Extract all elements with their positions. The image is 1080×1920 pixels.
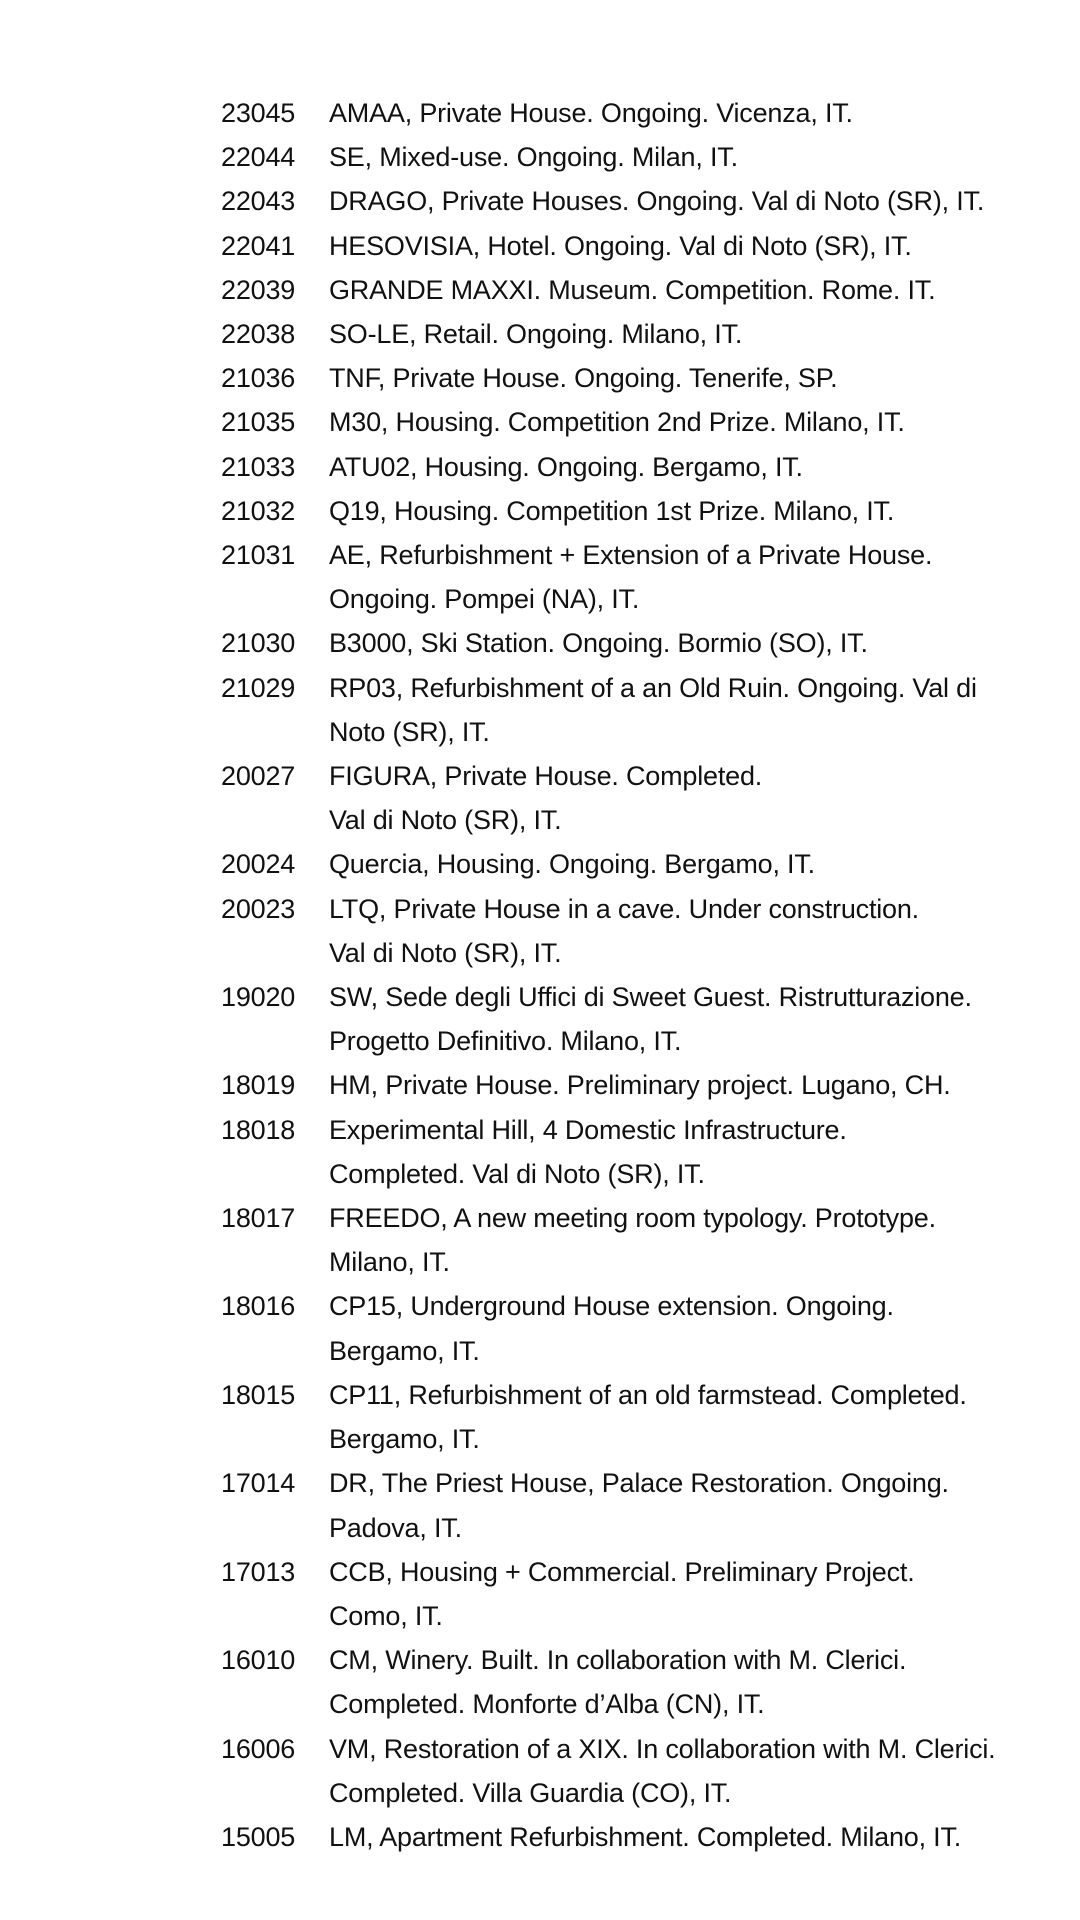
project-number: 20027 <box>221 761 296 792</box>
project-description-link[interactable]: FREEDO, A new meeting room typology. Prototype. Milano, IT. <box>329 1203 936 1278</box>
project-number: 16010 <box>221 1645 296 1676</box>
project-row <box>221 1461 1071 1549</box>
project-row <box>221 754 1071 842</box>
project-description-link[interactable]: SW, Sede degli Uffici di Sweet Guest. Ristrutturazione. Progetto Definitivo. Milano, IT. <box>329 982 972 1057</box>
project-description-link[interactable]: CP11, Refurbishment of an old farmstead. Completed. Bergamo, IT. <box>329 1379 967 1455</box>
project-description-link[interactable]: AMAA, Private House. Ongoing. Vicenza, IT. <box>329 98 853 128</box>
project-description-link[interactable]: DR, The Priest House, Palace Restoration. Ongoing. Padova, IT. <box>329 1468 949 1543</box>
project-number: 21029 <box>221 672 296 703</box>
project-row <box>221 224 1071 268</box>
project-description-link[interactable]: CP15, Underground House extension. Ongoing. Bergamo, IT. <box>329 1291 894 1366</box>
project-description-link[interactable]: DRAGO, Private Houses. Ongoing. Val di Noto (SR), IT. <box>329 186 985 217</box>
project-description-link[interactable]: HM, Private House. Preliminary project. Lugano, CH. <box>329 1070 951 1101</box>
project-row <box>221 400 1071 444</box>
project-number: 15005 <box>221 1821 296 1852</box>
project-number: 21033 <box>221 451 296 482</box>
project-row <box>221 1638 1071 1726</box>
project-number: 21035 <box>221 407 296 438</box>
project-row <box>221 666 1071 754</box>
project-number: 17013 <box>221 1556 296 1587</box>
project-row <box>221 1063 1071 1107</box>
project-row <box>221 1373 1071 1461</box>
project-number: 18019 <box>221 1070 296 1101</box>
project-description-link[interactable]: SE, Mixed-use. Ongoing. Milan, IT. <box>329 142 738 173</box>
project-description-link[interactable]: ATU02, Housing. Ongoing. Bergamo, IT. <box>329 451 803 482</box>
project-description-link[interactable]: AE, Refurbishment + Extension of a Private House. Ongoing. Pompei (NA), IT. <box>329 540 933 615</box>
project-number: 21030 <box>221 628 296 659</box>
project-description-link[interactable]: Experimental Hill, 4 Domestic Infrastructure. Completed. Val di Noto (SR), IT. <box>329 1114 847 1189</box>
project-description-link[interactable]: VM, Restoration of a XIX. In collaboration with M. Clerici. Completed. Villa Guardia (CO), IT. <box>329 1733 996 1808</box>
project-row <box>221 1284 1071 1372</box>
project-description-link[interactable]: B3000, Ski Station. Ongoing. Bormio (SO), IT. <box>329 628 868 659</box>
project-description-link[interactable]: HESOVISIA, Hotel. Ongoing. Val di Noto (SR), IT. <box>329 230 912 261</box>
project-number: 22041 <box>221 230 296 261</box>
project-number: 20023 <box>221 893 296 924</box>
project-number: 18015 <box>221 1379 296 1410</box>
project-row <box>221 445 1071 489</box>
project-description-link[interactable]: SO-LE, Retail. Ongoing. Milano, IT. <box>329 319 743 350</box>
project-description-link[interactable]: Quercia, Housing. Ongoing. Bergamo, IT. <box>329 849 815 880</box>
project-row <box>221 1196 1071 1284</box>
project-row <box>221 1550 1071 1638</box>
project-row <box>221 842 1071 886</box>
project-number: 22043 <box>221 186 296 217</box>
project-description-link[interactable]: Q19, Housing. Competition 1st Prize. Milano, IT. <box>329 495 895 526</box>
project-number: 21032 <box>221 495 296 526</box>
project-number: 16006 <box>221 1733 296 1764</box>
project-number: 21031 <box>221 540 296 571</box>
project-number: 19020 <box>221 982 296 1013</box>
project-number: 18018 <box>221 1114 296 1145</box>
project-number: 18017 <box>221 1203 296 1234</box>
project-row <box>221 268 1071 312</box>
project-description-link[interactable]: LM, Apartment Refurbishment. Completed. Milano, IT. <box>329 1821 962 1852</box>
project-description-link[interactable]: CM, Winery. Built. In collaboration with M. Clerici. Completed. Monforte d’Alba (CN), IT. <box>329 1645 907 1720</box>
project-description-link[interactable]: TNF, Private House. Ongoing. Tenerife, SP. <box>329 363 838 394</box>
project-row <box>221 91 1071 135</box>
project-row <box>221 179 1071 223</box>
project-number: 22038 <box>221 319 296 350</box>
project-row <box>221 887 1071 975</box>
project-description-link[interactable]: GRANDE MAXXI. Museum. Competition. Rome. IT. <box>329 274 936 305</box>
project-number: 17014 <box>221 1468 296 1499</box>
project-description-link[interactable]: LTQ, Private House in a cave. Under construction. Val di Noto (SR), IT. <box>329 893 919 968</box>
project-row <box>221 1727 1071 1815</box>
project-description-link[interactable]: M30, Housing. Competition 2nd Prize. Milano, IT. <box>329 407 905 438</box>
project-row <box>221 135 1071 179</box>
project-description-link[interactable]: CCB, Housing + Commercial. Preliminary Project. Como, IT. <box>329 1556 915 1631</box>
project-row <box>221 312 1071 356</box>
project-row <box>221 533 1071 621</box>
project-row <box>221 1815 1071 1859</box>
project-row <box>221 975 1071 1063</box>
project-number: 18016 <box>221 1291 296 1322</box>
project-description-link[interactable]: FIGURA, Private House. Completed. Val di Noto (SR), IT. <box>329 761 763 836</box>
project-list <box>221 91 1071 1859</box>
project-number: 21036 <box>221 363 296 394</box>
project-number: 22044 <box>221 142 296 173</box>
project-number: 20024 <box>221 849 296 880</box>
project-row <box>221 1108 1071 1196</box>
project-description-link[interactable]: RP03, Refurbishment of a an Old Ruin. Ongoing. Val di Noto (SR), IT. <box>329 672 977 747</box>
project-row <box>221 621 1071 665</box>
project-number: 23045 <box>221 98 296 128</box>
project-number: 22039 <box>221 274 296 305</box>
project-row <box>221 489 1071 533</box>
project-row <box>221 356 1071 400</box>
